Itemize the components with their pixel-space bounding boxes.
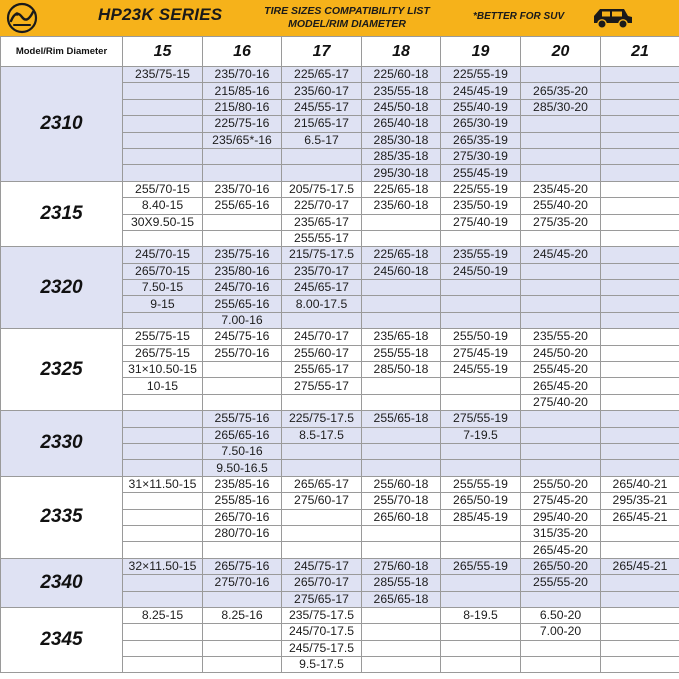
tire-size-cell: 275/65-17 — [282, 591, 362, 607]
tire-size-cell — [601, 427, 679, 443]
tire-size-cell — [521, 280, 601, 296]
tire-size-cell — [123, 132, 203, 148]
tire-size-cell: 265/75-16 — [203, 558, 282, 574]
tire-size-cell — [521, 640, 601, 656]
table-row — [1, 181, 679, 197]
tire-size-cell — [601, 263, 679, 279]
tire-size-cell: 7.00-20 — [521, 624, 601, 640]
table-row — [1, 607, 679, 623]
tire-size-cell: 225/65-18 — [362, 181, 441, 197]
tire-size-cell: 10-15 — [123, 378, 203, 394]
tire-size-cell — [123, 148, 203, 164]
tire-size-cell: 255/55-17 — [282, 230, 362, 246]
tire-size-cell — [601, 67, 679, 83]
tire-size-cell — [123, 230, 203, 246]
tire-size-cell: 285/35-18 — [362, 148, 441, 164]
tire-size-cell: 32×11.50-15 — [123, 558, 203, 574]
tire-size-cell: 255/60-17 — [282, 345, 362, 361]
tire-size-cell: 285/30-20 — [521, 99, 601, 115]
tire-size-cell: 275/45-19 — [441, 345, 521, 361]
column-header-row — [1, 37, 679, 67]
tire-size-cell — [123, 411, 203, 427]
tire-size-cell: 255/70-18 — [362, 493, 441, 509]
tire-size-cell — [601, 460, 679, 476]
tire-size-cell: 245/75-16 — [203, 329, 282, 345]
tire-size-cell — [282, 542, 362, 558]
tire-size-cell — [362, 443, 441, 459]
tire-size-cell — [441, 591, 521, 607]
tire-size-cell: 275/60-18 — [362, 558, 441, 574]
tire-size-cell — [282, 509, 362, 525]
tire-size-cell — [362, 427, 441, 443]
tire-size-cell: 275/45-20 — [521, 493, 601, 509]
tire-size-cell — [282, 525, 362, 541]
tire-size-cell — [601, 591, 679, 607]
tire-size-cell: 245/45-20 — [521, 247, 601, 263]
tire-size-cell — [601, 607, 679, 623]
tire-size-cell: 245/45-19 — [441, 83, 521, 99]
tire-size-cell — [362, 525, 441, 541]
tire-size-cell: 7.50-15 — [123, 280, 203, 296]
tire-size-cell: 275/40-20 — [521, 394, 601, 410]
tire-size-cell — [521, 67, 601, 83]
tire-size-cell — [521, 116, 601, 132]
tire-size-cell: 285/30-18 — [362, 132, 441, 148]
suv-icon — [591, 5, 635, 31]
tire-size-cell: 225/75-16 — [203, 116, 282, 132]
tire-size-cell: 235/60-18 — [362, 198, 441, 214]
tire-size-cell — [441, 230, 521, 246]
tire-size-cell: 255/65-16 — [203, 198, 282, 214]
tire-size-cell: 225/55-19 — [441, 181, 521, 197]
tire-size-cell — [203, 362, 282, 378]
tire-size-cell — [601, 280, 679, 296]
tire-size-cell: 285/50-18 — [362, 362, 441, 378]
table-row — [1, 247, 679, 263]
tire-size-cell — [601, 575, 679, 591]
tire-size-cell: 225/70-17 — [282, 198, 362, 214]
tire-size-cell — [203, 657, 282, 673]
tire-size-cell — [362, 214, 441, 230]
tire-size-cell: 235/55-20 — [521, 329, 601, 345]
tire-size-cell — [601, 296, 679, 312]
tire-size-cell — [123, 443, 203, 459]
tire-size-cell: 265/60-18 — [362, 509, 441, 525]
tire-size-cell — [441, 296, 521, 312]
tire-size-cell: 245/60-18 — [362, 263, 441, 279]
tire-size-cell — [601, 624, 679, 640]
tire-size-cell: 245/70-15 — [123, 247, 203, 263]
tire-size-cell: 245/55-17 — [282, 99, 362, 115]
tire-size-cell: 235/50-19 — [441, 198, 521, 214]
tire-size-cell — [362, 394, 441, 410]
tire-size-cell: 255/70-16 — [203, 345, 282, 361]
tire-size-cell: 7.00-16 — [203, 312, 282, 328]
tire-size-cell: 265/30-19 — [441, 116, 521, 132]
rim-diameter-header: 20 — [521, 37, 601, 67]
tire-size-cell — [601, 214, 679, 230]
rim-diameter-header: 19 — [441, 37, 521, 67]
tire-size-cell — [203, 624, 282, 640]
tire-size-cell — [123, 591, 203, 607]
tire-size-cell: 280/70-16 — [203, 525, 282, 541]
tire-size-cell — [521, 296, 601, 312]
tire-size-cell: 235/70-16 — [203, 67, 282, 83]
tire-size-cell: 9.50-16.5 — [203, 460, 282, 476]
tire-size-cell: 265/55-19 — [441, 558, 521, 574]
tire-size-cell — [521, 460, 601, 476]
tire-size-cell: 9-15 — [123, 296, 203, 312]
tire-size-cell — [123, 657, 203, 673]
tire-size-cell: 235/70-16 — [203, 181, 282, 197]
tire-size-cell: 245/55-19 — [441, 362, 521, 378]
tire-size-cell: 8.25-16 — [203, 607, 282, 623]
series-title: HP23K SERIES — [98, 5, 223, 24]
tire-size-cell — [362, 657, 441, 673]
tire-size-cell — [123, 509, 203, 525]
tire-size-cell — [441, 460, 521, 476]
tire-size-cell: 275/40-19 — [441, 214, 521, 230]
model-number: 2330 — [1, 411, 123, 477]
tire-size-cell — [203, 591, 282, 607]
tire-size-cell — [123, 460, 203, 476]
table-row — [1, 329, 679, 345]
model-number: 2325 — [1, 329, 123, 411]
tire-size-cell: 205/75-17.5 — [282, 181, 362, 197]
tire-size-cell: 255/65-18 — [362, 411, 441, 427]
tire-size-cell: 245/75-17.5 — [282, 640, 362, 656]
tire-size-cell — [601, 640, 679, 656]
tire-size-cell: 235/85-16 — [203, 476, 282, 492]
tire-size-cell — [123, 99, 203, 115]
tire-size-cell — [601, 394, 679, 410]
tire-size-cell — [441, 575, 521, 591]
tire-size-cell: 235/65-18 — [362, 329, 441, 345]
tire-size-cell: 235/45-20 — [521, 181, 601, 197]
tire-size-cell: 8.00-17.5 — [282, 296, 362, 312]
tire-size-table — [0, 36, 679, 673]
tire-size-cell: 235/75-17.5 — [282, 607, 362, 623]
tire-size-cell — [123, 542, 203, 558]
tire-size-cell — [203, 165, 282, 181]
tire-size-cell — [601, 542, 679, 558]
tire-size-cell — [601, 345, 679, 361]
tire-size-cell: 215/75-17.5 — [282, 247, 362, 263]
tire-size-cell: 275/30-19 — [441, 148, 521, 164]
tire-size-cell — [521, 657, 601, 673]
tire-size-cell: 245/70-17 — [282, 329, 362, 345]
tire-size-cell — [362, 230, 441, 246]
tire-size-cell — [601, 411, 679, 427]
tire-size-cell: 245/50-19 — [441, 263, 521, 279]
model-number: 2335 — [1, 476, 123, 558]
model-number: 2345 — [1, 607, 123, 673]
tire-size-cell — [282, 148, 362, 164]
tire-size-cell: 31×11.50-15 — [123, 476, 203, 492]
tire-size-cell: 265/70-16 — [203, 509, 282, 525]
tire-size-cell: 8.5-17.5 — [282, 427, 362, 443]
tire-size-cell: 255/45-20 — [521, 362, 601, 378]
tire-size-cell — [441, 624, 521, 640]
tire-size-cell: 255/60-18 — [362, 476, 441, 492]
tire-size-cell: 245/50-18 — [362, 99, 441, 115]
tire-size-cell: 31×10.50-15 — [123, 362, 203, 378]
tire-size-cell: 265/50-19 — [441, 493, 521, 509]
tire-size-cell — [123, 116, 203, 132]
tire-size-cell — [123, 575, 203, 591]
tire-size-cell: 7-19.5 — [441, 427, 521, 443]
model-number: 2315 — [1, 181, 123, 247]
tire-size-cell: 265/45-20 — [521, 542, 601, 558]
tire-size-cell — [282, 312, 362, 328]
tire-size-cell: 265/70-17 — [282, 575, 362, 591]
tire-size-cell: 235/55-19 — [441, 247, 521, 263]
list-title-line1: TIRE SIZES COMPATIBILITY LIST — [264, 5, 430, 17]
tire-size-cell: 8-19.5 — [441, 607, 521, 623]
tire-size-cell — [441, 378, 521, 394]
tire-size-cell — [123, 83, 203, 99]
tire-size-cell — [601, 378, 679, 394]
tire-size-cell: 215/85-16 — [203, 83, 282, 99]
tire-size-cell — [601, 312, 679, 328]
brand-logo-icon — [2, 2, 42, 34]
tire-size-cell: 265/35-20 — [521, 83, 601, 99]
tire-size-cell — [601, 230, 679, 246]
tire-size-cell — [441, 640, 521, 656]
tire-size-cell: 9.5-17.5 — [282, 657, 362, 673]
tire-size-cell — [521, 312, 601, 328]
tire-size-cell — [601, 99, 679, 115]
tire-size-cell — [282, 460, 362, 476]
model-number: 2320 — [1, 247, 123, 329]
tire-size-cell — [282, 443, 362, 459]
tire-size-cell: 8.25-15 — [123, 607, 203, 623]
tire-size-cell — [123, 427, 203, 443]
tire-size-cell: 265/45-21 — [601, 558, 679, 574]
tire-size-cell: 235/70-17 — [282, 263, 362, 279]
tire-size-cell: 255/40-20 — [521, 198, 601, 214]
tire-size-cell — [282, 165, 362, 181]
tire-size-cell — [601, 525, 679, 541]
tire-size-cell — [601, 247, 679, 263]
tire-size-cell: 235/55-18 — [362, 83, 441, 99]
tire-size-cell — [203, 640, 282, 656]
tire-size-cell: 265/50-20 — [521, 558, 601, 574]
tire-size-cell: 225/60-18 — [362, 67, 441, 83]
tire-size-cell — [601, 329, 679, 345]
tire-size-cell: 215/80-16 — [203, 99, 282, 115]
tire-size-cell — [601, 116, 679, 132]
tire-size-cell: 295/40-20 — [521, 509, 601, 525]
tire-size-cell: 235/60-17 — [282, 83, 362, 99]
tire-size-cell — [601, 83, 679, 99]
tire-size-cell: 245/75-17 — [282, 558, 362, 574]
tire-size-cell: 245/70-16 — [203, 280, 282, 296]
tire-size-cell — [123, 394, 203, 410]
tire-size-cell: 315/35-20 — [521, 525, 601, 541]
tire-size-cell: 235/75-16 — [203, 247, 282, 263]
tire-size-cell — [441, 525, 521, 541]
tire-size-cell — [601, 443, 679, 459]
tire-size-cell: 295/35-21 — [601, 493, 679, 509]
tire-size-cell — [203, 542, 282, 558]
tire-size-cell: 255/45-19 — [441, 165, 521, 181]
tire-size-cell: 255/75-16 — [203, 411, 282, 427]
tire-size-cell — [521, 148, 601, 164]
tire-size-cell: 235/80-16 — [203, 263, 282, 279]
tire-size-cell: 255/55-19 — [441, 476, 521, 492]
tire-size-cell: 6.5-17 — [282, 132, 362, 148]
tire-size-cell — [441, 394, 521, 410]
tire-size-cell: 245/50-20 — [521, 345, 601, 361]
tire-size-cell — [521, 443, 601, 459]
tire-size-cell: 255/55-18 — [362, 345, 441, 361]
tire-size-cell: 255/50-20 — [521, 476, 601, 492]
tire-size-cell — [123, 312, 203, 328]
tire-size-cell — [521, 230, 601, 246]
rim-diameter-header: 15 — [123, 37, 203, 67]
suv-note: *BETTER FOR SUV — [473, 11, 565, 22]
tire-size-cell: 255/70-15 — [123, 181, 203, 197]
tire-size-cell — [521, 263, 601, 279]
tire-size-cell — [123, 624, 203, 640]
tire-size-cell — [362, 607, 441, 623]
tire-size-cell — [441, 657, 521, 673]
tire-size-cell: 265/45-20 — [521, 378, 601, 394]
tire-size-cell — [441, 312, 521, 328]
tire-size-cell — [601, 362, 679, 378]
tire-size-cell: 7.50-16 — [203, 443, 282, 459]
tire-size-cell: 295/30-18 — [362, 165, 441, 181]
tire-size-cell — [601, 165, 679, 181]
tire-size-cell: 275/70-16 — [203, 575, 282, 591]
tire-size-cell: 255/65-17 — [282, 362, 362, 378]
tire-size-cell: 275/55-19 — [441, 411, 521, 427]
tire-size-cell — [521, 591, 601, 607]
tire-size-cell — [521, 411, 601, 427]
tire-size-cell — [601, 148, 679, 164]
rim-diameter-header: 18 — [362, 37, 441, 67]
tire-size-cell: 255/50-19 — [441, 329, 521, 345]
tire-size-cell — [521, 165, 601, 181]
tire-size-cell — [123, 493, 203, 509]
tire-size-cell — [601, 132, 679, 148]
tire-size-cell — [362, 460, 441, 476]
tire-size-cell: 225/75-17.5 — [282, 411, 362, 427]
rim-diameter-header: 17 — [282, 37, 362, 67]
tire-size-cell: 30X9.50-15 — [123, 214, 203, 230]
tire-size-cell: 265/40-21 — [601, 476, 679, 492]
tire-size-cell: 8.40-15 — [123, 198, 203, 214]
tire-size-cell — [362, 624, 441, 640]
tire-size-cell: 285/45-19 — [441, 509, 521, 525]
tire-size-cell: 255/85-16 — [203, 493, 282, 509]
tire-size-cell — [362, 312, 441, 328]
tire-size-cell: 245/65-17 — [282, 280, 362, 296]
tire-size-cell: 225/55-19 — [441, 67, 521, 83]
tire-size-cell: 255/75-15 — [123, 329, 203, 345]
tire-size-cell: 255/65-16 — [203, 296, 282, 312]
list-title — [262, 5, 432, 30]
tire-size-cell — [203, 378, 282, 394]
tire-size-cell — [203, 394, 282, 410]
tire-size-cell: 215/65-17 — [282, 116, 362, 132]
tire-size-cell: 6.50-20 — [521, 607, 601, 623]
tire-size-cell: 225/65-18 — [362, 247, 441, 263]
tire-size-cell: 255/55-20 — [521, 575, 601, 591]
tire-size-cell: 235/65-17 — [282, 214, 362, 230]
tire-size-cell — [282, 394, 362, 410]
model-number: 2340 — [1, 558, 123, 607]
tire-size-cell: 285/55-18 — [362, 575, 441, 591]
tire-size-cell: 255/40-19 — [441, 99, 521, 115]
tire-size-cell — [203, 230, 282, 246]
tire-size-cell: 265/65-18 — [362, 591, 441, 607]
table-row — [1, 558, 679, 574]
list-title-line2: MODEL/RIM DIAMETER — [288, 17, 406, 30]
rim-diameter-header: 21 — [601, 37, 679, 67]
tire-size-cell: 265/65-16 — [203, 427, 282, 443]
model-number: 2310 — [1, 67, 123, 182]
table-row — [1, 476, 679, 492]
tire-size-cell: 265/65-17 — [282, 476, 362, 492]
tire-size-cell — [203, 148, 282, 164]
tire-size-cell — [123, 165, 203, 181]
tire-size-cell — [362, 542, 441, 558]
tire-size-cell — [601, 657, 679, 673]
tire-size-cell: 235/75-15 — [123, 67, 203, 83]
rim-diameter-header: 16 — [203, 37, 282, 67]
tire-size-cell — [441, 542, 521, 558]
tire-size-cell: 275/55-17 — [282, 378, 362, 394]
tire-size-cell — [123, 640, 203, 656]
tire-size-cell: 265/75-15 — [123, 345, 203, 361]
tire-size-cell — [362, 296, 441, 312]
tire-size-cell — [521, 132, 601, 148]
tire-size-cell — [601, 181, 679, 197]
tire-size-cell: 265/70-15 — [123, 263, 203, 279]
tire-size-cell — [441, 443, 521, 459]
tire-size-cell — [601, 198, 679, 214]
tire-size-cell: 235/65*-16 — [203, 132, 282, 148]
tire-size-cell — [203, 214, 282, 230]
corner-label: Model/Rim Diameter — [1, 37, 123, 67]
tire-size-cell — [441, 280, 521, 296]
tire-size-cell: 225/65-17 — [282, 67, 362, 83]
tire-size-cell: 265/40-18 — [362, 116, 441, 132]
header-bar — [0, 0, 679, 36]
tire-size-cell: 265/45-21 — [601, 509, 679, 525]
tire-size-cell — [362, 280, 441, 296]
table-row — [1, 67, 679, 83]
tire-size-cell: 265/35-19 — [441, 132, 521, 148]
tire-size-cell — [521, 427, 601, 443]
tire-size-cell: 245/70-17.5 — [282, 624, 362, 640]
tire-size-cell — [362, 640, 441, 656]
table-row — [1, 411, 679, 427]
tire-size-cell: 275/60-17 — [282, 493, 362, 509]
tire-size-cell: 275/35-20 — [521, 214, 601, 230]
tire-size-cell — [362, 378, 441, 394]
tire-size-cell — [123, 525, 203, 541]
